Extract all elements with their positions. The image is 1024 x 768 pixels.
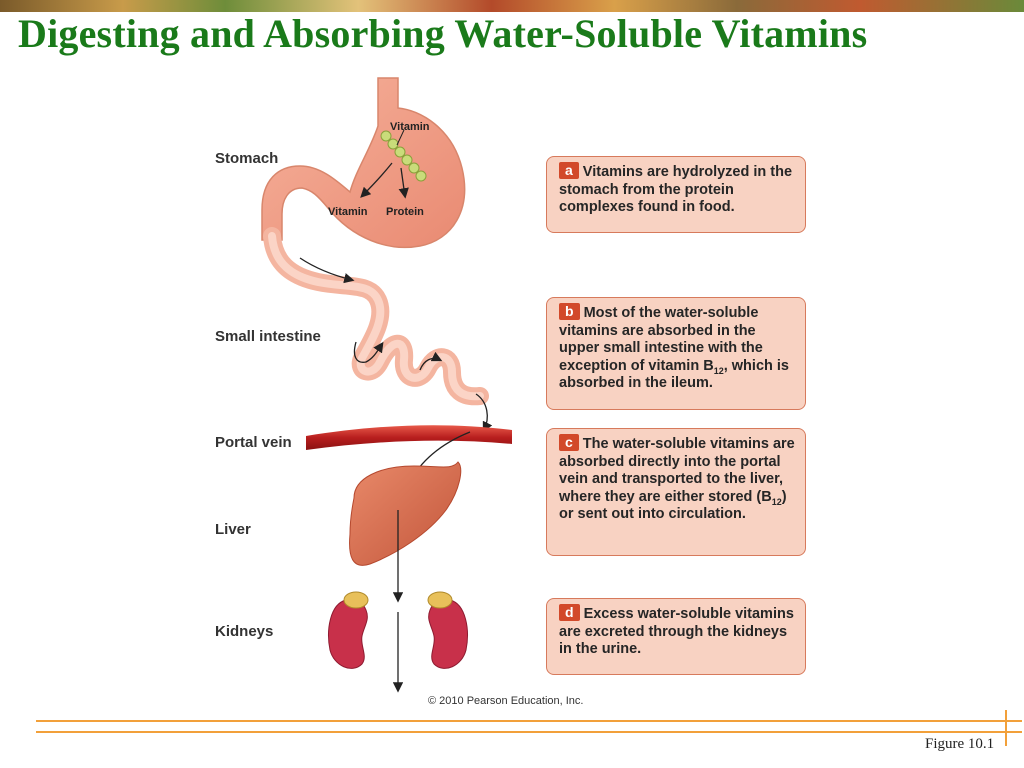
organ-label-small-intestine: Small intestine [215, 328, 321, 345]
step-letter-d: d [559, 604, 580, 621]
footer-rule-bottom [36, 731, 1022, 733]
vitamin-label-bottom: Vitamin [328, 206, 368, 218]
slide-title: Digesting and Absorbing Water-Soluble Vitamins [18, 11, 868, 56]
step-box-b [546, 297, 806, 410]
step-box-a [546, 156, 806, 233]
protein-label: Protein [386, 206, 424, 218]
copyright-notice: © 2010 Pearson Education, Inc. [428, 695, 584, 707]
organ-label-kidneys: Kidneys [215, 623, 274, 640]
step-text-b-part1: Most of the water-soluble vitamins are absorbed in the upper small intestine with the exception of vitamin B [559, 305, 763, 374]
step-text-c-part1: The water-soluble vitamins are absorbed directly into the portal vein and transported to the liver, where they are either stored (B [559, 436, 795, 505]
step-box-d [546, 598, 806, 675]
step-text-a: Vitamins are hydrolyzed in the stomach from the protein complexes found in food. [559, 164, 793, 216]
kidney-right [428, 592, 467, 668]
footer-rule-top [36, 720, 1022, 722]
step-text-d: Excess water-soluble vitamins are excreted through the kidneys in the urine. [559, 606, 794, 658]
step-letter-b: b [559, 303, 580, 320]
portal-vein-shape [306, 425, 512, 450]
kidney-left [329, 592, 368, 668]
organ-label-portal-vein: Portal vein [215, 434, 292, 451]
step-text-c-subscript: 12 [771, 496, 782, 507]
step-text-b-subscript: 12 [713, 365, 724, 376]
organ-label-stomach: Stomach [215, 150, 279, 167]
figure-label: Figure 10.1 [925, 736, 995, 752]
vitamin-label-top: Vitamin [390, 121, 430, 133]
step-text-c-part2: ) or sent out into circulation. [559, 488, 787, 523]
liver-shape [350, 462, 461, 565]
footer-rule-vertical [1005, 710, 1007, 746]
step-text-b-part2: , which is absorbed in the ileum. [559, 357, 789, 392]
organ-label-liver: Liver [215, 521, 251, 538]
step-letter-c: c [559, 434, 579, 451]
step-letter-a: a [559, 162, 579, 179]
stomach-shape [262, 78, 465, 247]
step-box-c [546, 428, 806, 556]
